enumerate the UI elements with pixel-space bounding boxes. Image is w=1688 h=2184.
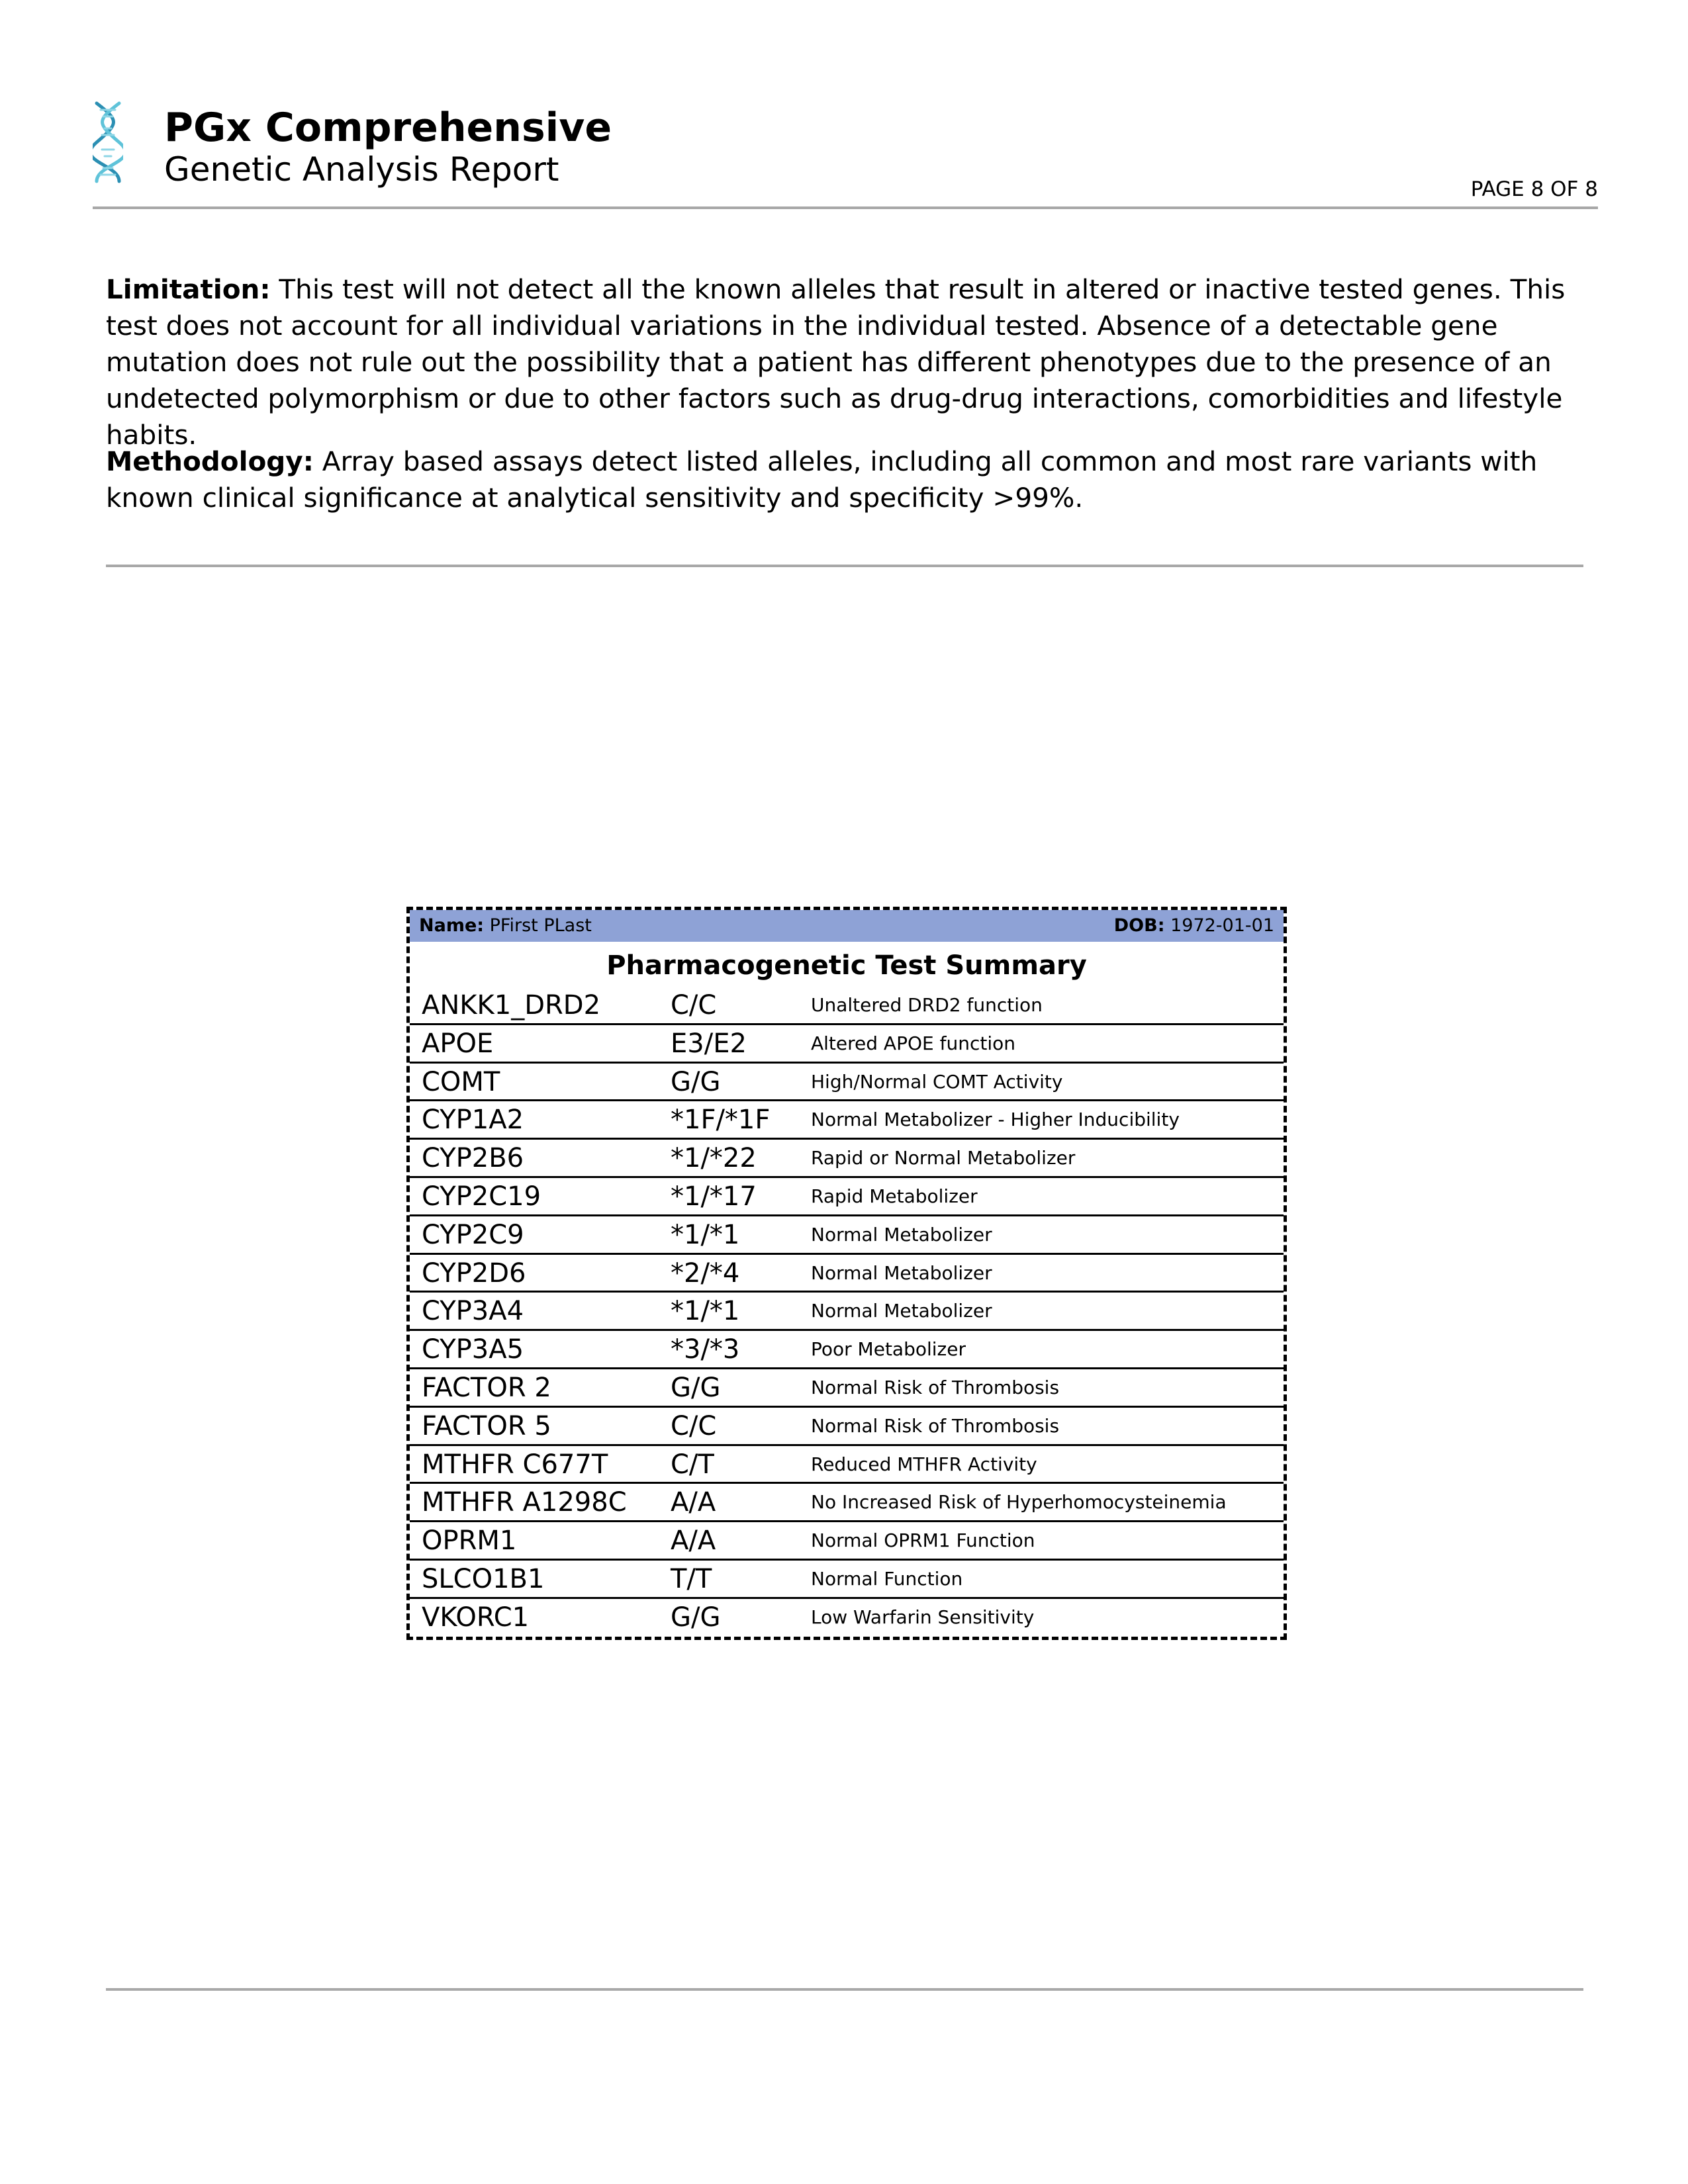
gene-name: CYP3A4 [422, 1296, 524, 1327]
genotype: C/T [671, 1449, 714, 1480]
patient-header-bar [410, 910, 1284, 942]
phenotype: High/Normal COMT Activity [811, 1070, 1063, 1093]
genotype: *1/*1 [671, 1296, 740, 1327]
summary-row [410, 1216, 1284, 1255]
genotype: G/G [671, 1602, 721, 1633]
report-title: PGx Comprehensive [164, 105, 612, 151]
summary-row [410, 1484, 1284, 1522]
genotype: G/G [671, 1372, 721, 1403]
summary-row [410, 1408, 1284, 1446]
name-value: PFirst PLast [484, 915, 592, 936]
genotype: E3/E2 [671, 1028, 747, 1059]
limitation-paragraph [106, 271, 1595, 453]
genotype: C/C [671, 1410, 717, 1441]
genotype: A/A [671, 1487, 716, 1518]
genotype: G/G [671, 1066, 721, 1097]
summary-row [410, 1522, 1284, 1561]
phenotype: Poor Metabolizer [811, 1338, 966, 1361]
summary-row [410, 987, 1284, 1025]
gene-name: CYP3A5 [422, 1334, 524, 1365]
genotype: *1/*22 [671, 1143, 757, 1174]
phenotype: No Increased Risk of Hyperhomocysteinemia [811, 1491, 1227, 1514]
test-summary-card [406, 907, 1287, 1640]
gene-name: APOE [422, 1028, 494, 1059]
genotype: T/T [671, 1563, 712, 1594]
phenotype: Low Warfarin Sensitivity [811, 1606, 1035, 1628]
gene-name: MTHFR C677T [422, 1449, 608, 1480]
summary-row [410, 1178, 1284, 1216]
summary-row [410, 1293, 1284, 1331]
summary-title: Pharmacogenetic Test Summary [606, 950, 1087, 981]
phenotype: Normal Risk of Thrombosis [811, 1414, 1060, 1437]
summary-row [410, 1025, 1284, 1064]
genotype: *1/*17 [671, 1181, 757, 1212]
dna-helix-icon [93, 101, 123, 184]
phenotype: Normal Metabolizer - Higher Inducibility [811, 1109, 1180, 1131]
limitation-label: Limitation: [106, 273, 271, 305]
summary-row [410, 1599, 1284, 1637]
methodology-paragraph [106, 443, 1595, 516]
summary-row [410, 1101, 1284, 1140]
dob-value: 1972-01-01 [1164, 915, 1274, 936]
gene-name: CYP2C19 [422, 1181, 541, 1212]
gene-name: ANKK1_DRD2 [422, 990, 601, 1021]
genotype: *1F/*1F [671, 1105, 771, 1136]
summary-row [410, 1561, 1284, 1599]
gene-name: OPRM1 [422, 1525, 517, 1557]
phenotype: Reduced MTHFR Activity [811, 1453, 1037, 1475]
gene-name: SLCO1B1 [422, 1563, 545, 1594]
summary-row [410, 1446, 1284, 1484]
summary-rows [410, 987, 1284, 1637]
footer-divider [106, 1988, 1583, 1991]
gene-name: FACTOR 5 [422, 1410, 551, 1441]
summary-row [410, 1255, 1284, 1293]
summary-row [410, 1331, 1284, 1369]
phenotype: Normal Metabolizer [811, 1261, 992, 1284]
gene-name: VKORC1 [422, 1602, 530, 1633]
summary-row [410, 1140, 1284, 1178]
genotype: *2/*4 [671, 1257, 740, 1289]
genotype: C/C [671, 990, 717, 1021]
genotype: *3/*3 [671, 1334, 740, 1365]
phenotype: Altered APOE function [811, 1032, 1015, 1054]
phenotype: Rapid or Normal Metabolizer [811, 1147, 1076, 1169]
summary-row [410, 1064, 1284, 1102]
gene-name: CYP2D6 [422, 1257, 526, 1289]
methodology-label: Methodology: [106, 445, 314, 477]
gene-name: COMT [422, 1066, 500, 1097]
patient-name [419, 910, 592, 942]
phenotype: Normal Metabolizer [811, 1300, 992, 1322]
gene-name: FACTOR 2 [422, 1372, 551, 1403]
page-indicator: PAGE 8 OF 8 [1470, 177, 1598, 201]
phenotype: Normal Risk of Thrombosis [811, 1376, 1060, 1398]
phenotype: Normal Metabolizer [811, 1223, 992, 1246]
name-label: Name: [419, 915, 485, 936]
dob-label: DOB: [1113, 915, 1165, 936]
genotype: *1/*1 [671, 1219, 740, 1250]
gene-name: CYP2B6 [422, 1143, 524, 1174]
header-divider [93, 206, 1598, 209]
patient-dob [1114, 910, 1274, 942]
phenotype: Unaltered DRD2 function [811, 994, 1043, 1016]
gene-name: CYP2C9 [422, 1219, 524, 1250]
phenotype: Normal OPRM1 Function [811, 1529, 1035, 1552]
phenotype: Normal Function [811, 1567, 963, 1590]
methodology-text: Array based assays detect listed alleles, including all common and most rare variants with known clinical significance at analytical sensitivity and specificity >99%. [106, 445, 1538, 514]
phenotype: Rapid Metabolizer [811, 1185, 978, 1207]
summary-row [410, 1369, 1284, 1408]
limitation-text: This test will not detect all the known alleles that result in altered or inactive tested genes. This test does not account for all individual variations in the individual tested. Absence of a detectable gene mutation does not rule out the possibility that a patient has different phenotypes due to the presence of an undetected polymorphism or due to other factors such as drug-drug interactions, comorbidities and lifestyle habits. [106, 273, 1566, 451]
gene-name: MTHFR A1298C [422, 1487, 627, 1518]
genotype: A/A [671, 1525, 716, 1557]
section-divider [106, 565, 1583, 567]
report-subtitle: Genetic Analysis Report [164, 150, 559, 189]
gene-name: CYP1A2 [422, 1105, 524, 1136]
